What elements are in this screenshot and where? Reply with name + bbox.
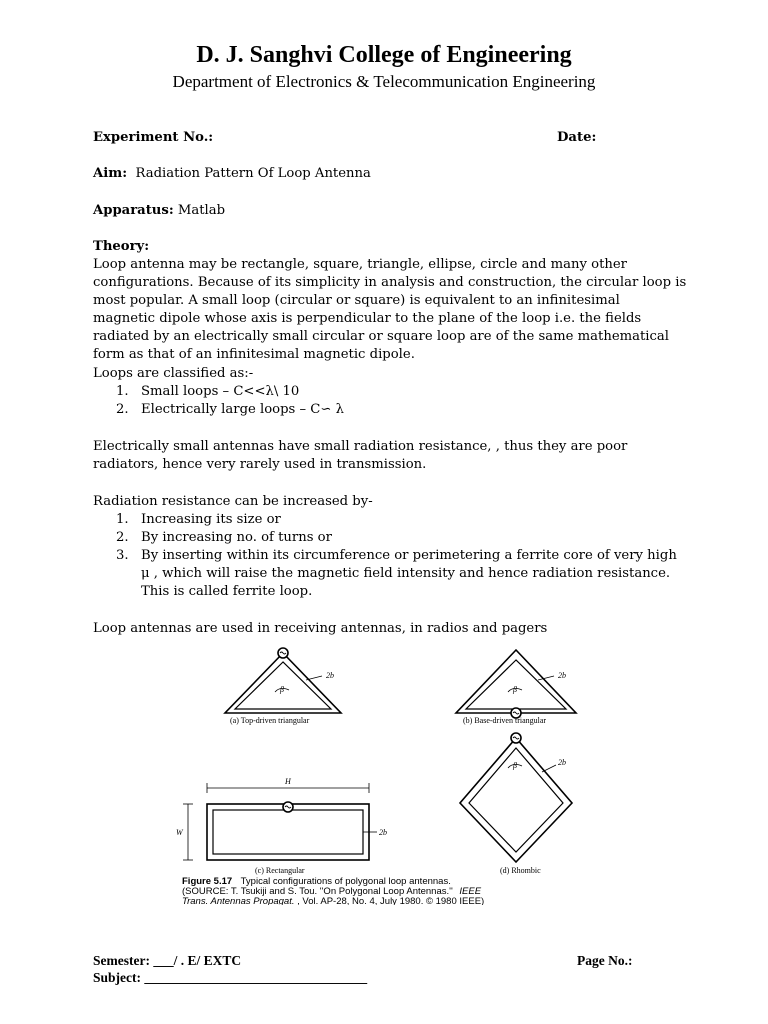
caption-text: Typical configurations of polygonal loop antennas.: [240, 876, 451, 887]
list-text: Small loops – C<<λ\ 10: [141, 384, 300, 399]
aim-line: [93, 165, 371, 183]
list-number: 1.: [116, 384, 129, 399]
semester-value: ___/ . E/ EXTC: [153, 953, 242, 968]
list-text: Electrically large loops – C∽ λ: [141, 402, 344, 418]
apparatus-value: Matlab: [177, 203, 226, 218]
polygonal-loop-figure: [170, 640, 580, 905]
beta-label: β: [280, 685, 284, 694]
width-label: 2b: [558, 671, 566, 680]
caption-text: IEEE: [459, 886, 482, 897]
subject-line: [93, 970, 367, 986]
caption-b: (b) Base-driven triangular: [463, 716, 547, 725]
rectangular-loop: [183, 783, 377, 860]
text-line: configurations. Because of its simplicity in analysis and construction, the circular loop is: [93, 275, 687, 291]
base-driven-triangular-loop: [456, 650, 576, 718]
semester-label: Semester:: [93, 953, 150, 968]
aim-label: Aim:: [93, 166, 128, 181]
list-number: 3.: [116, 548, 129, 564]
list-item: [116, 511, 677, 529]
width-label: 2b: [558, 758, 566, 767]
caption-c: (c) Rectangular: [255, 866, 305, 875]
list-text: μ , which will raise the magnetic field intensity and hence radiation resistance.: [141, 566, 671, 582]
caption-text: , Vol. AP-28, No. 4, July 1980. © 1980 IEEE): [297, 896, 485, 905]
top-driven-triangular-loop: [225, 648, 341, 713]
list-number: 2.: [116, 530, 129, 546]
date-label: Date:: [557, 130, 597, 145]
list-text: This is called ferrite loop.: [141, 584, 313, 600]
department-name: Department of Electronics & Telecommunication Engineering: [172, 72, 596, 91]
theory-label: Theory:: [93, 239, 150, 254]
list-number: 2.: [116, 402, 129, 418]
list-item: [116, 529, 677, 547]
text-line: Loop antenna may be rectangle, square, triangle, ellipse, circle and many other: [93, 257, 627, 272]
list-number: 1.: [116, 512, 129, 527]
caption-a: (a) Top-driven triangular: [230, 716, 310, 725]
list-item: [116, 383, 344, 401]
page-number-label: Page No.:: [577, 953, 633, 968]
apparatus-label: Apparatus:: [93, 203, 174, 218]
caption-text: (SOURCE: T. Tsukiji and S. Tou. ''On Polygonal Loop Antennas.'': [182, 886, 453, 897]
text-line: form as that of an infinitesimal magnetic dipole.: [93, 347, 415, 363]
subject-value: _________________________________: [144, 970, 368, 985]
figure-caption-line-3: [182, 896, 484, 905]
semester-line: [93, 953, 241, 969]
text-line: Electrically small antennas have small radiation resistance, , thus they are poor: [93, 439, 628, 454]
width-label: 2b: [379, 828, 387, 837]
increase-list: [116, 511, 677, 601]
experiment-number-label: Experiment No.:: [93, 130, 214, 145]
list-text: Increasing its size or: [141, 512, 281, 527]
caption-d: (d) Rhombic: [500, 866, 541, 875]
text-line: radiators, hence very rarely used in transmission.: [93, 457, 427, 473]
small-antenna-paragraph: [93, 438, 693, 474]
theory-intro: [93, 256, 693, 383]
list-text: By inserting within its circumference or perimetering a ferrite core of very high: [141, 548, 677, 564]
list-item: [116, 547, 677, 601]
list-item: [116, 401, 344, 419]
figure-number: Figure 5.17: [182, 876, 233, 887]
list-text: By increasing no. of turns or: [141, 530, 332, 546]
height-label: H: [285, 777, 291, 786]
rhombic-loop: [460, 733, 572, 862]
text-line: radiated by an electrically small circular or square loop are of the same mathematical: [93, 329, 669, 345]
caption-text: Trans. Antennas Propagat.: [182, 896, 295, 905]
loop-classes-list: [116, 383, 344, 419]
text-line: most popular. A small loop (circular or square) is equivalent to an infinitesimal: [93, 293, 620, 309]
college-name: D. J. Sanghvi College of Engineering: [196, 42, 572, 68]
aim-value: Radiation Pattern Of Loop Antenna: [135, 166, 371, 181]
uses-paragraph: Loop antennas are used in receiving antennas, in radios and pagers: [93, 621, 548, 636]
beta-label: β: [513, 761, 517, 770]
width-label: 2b: [326, 671, 334, 680]
text-line: magnetic dipole whose axis is perpendicular to the plane of the loop i.e. the fields: [93, 311, 642, 327]
apparatus-line: [93, 202, 225, 220]
subject-label: Subject:: [93, 970, 141, 985]
increase-heading: Radiation resistance can be increased by-: [93, 494, 373, 509]
beta-label: β: [513, 685, 517, 694]
w-label: W: [176, 828, 183, 837]
text-line: Loops are classified as:-: [93, 365, 254, 381]
